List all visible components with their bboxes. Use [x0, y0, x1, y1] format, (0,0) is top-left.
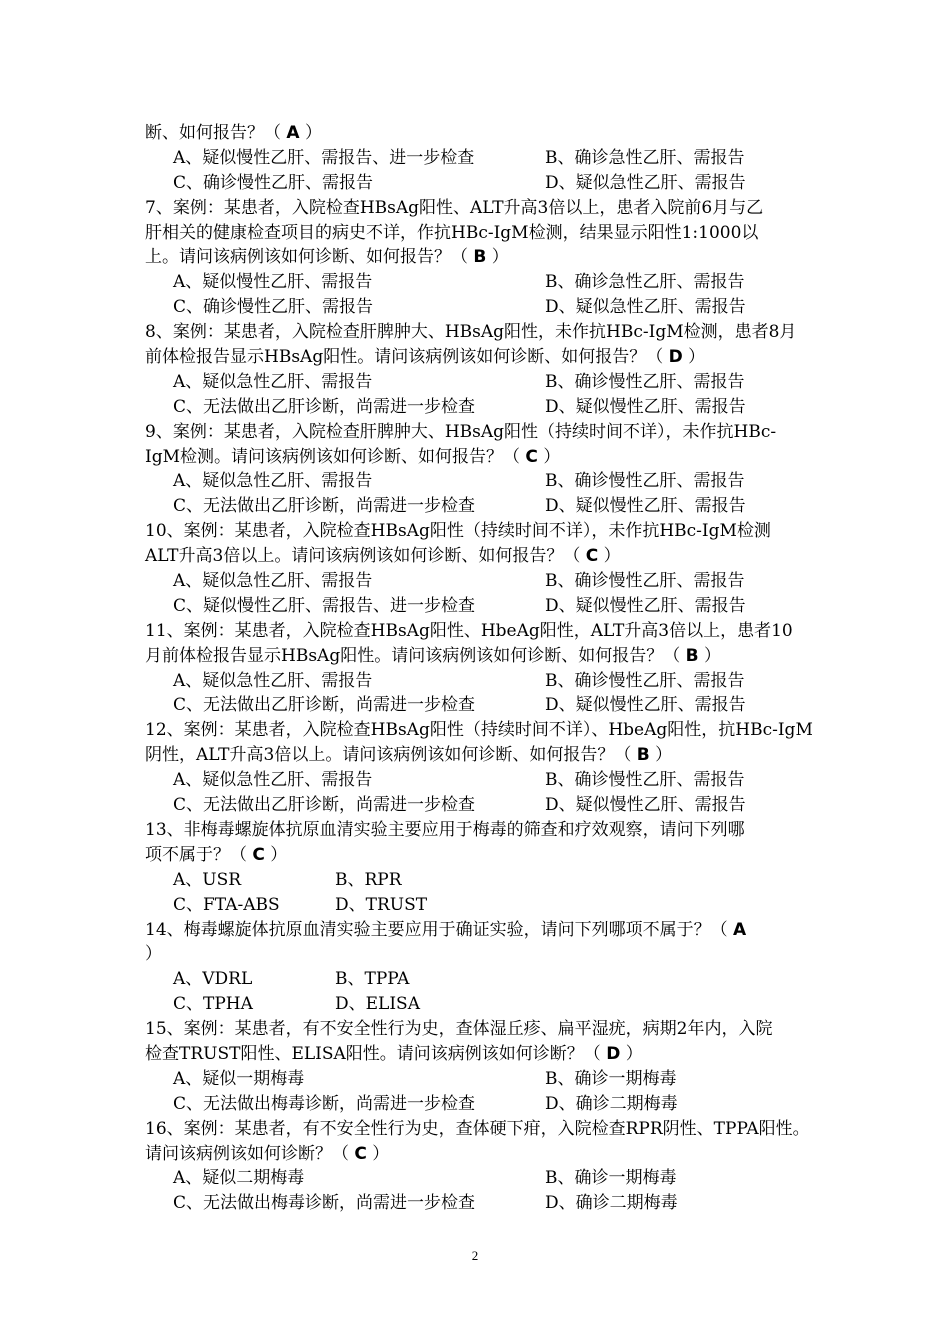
question-text: 检查TRUST阳性、ELISA阳性。请问该病例该如何诊断？（: [145, 1043, 601, 1064]
option-row: [145, 1166, 825, 1191]
question-text: 阴性，ALT升高3倍以上。请问该病例该如何诊断、如何报告？（: [145, 745, 632, 766]
option-right: D、确诊二期梅毒: [545, 1093, 678, 1114]
option-row: [145, 295, 825, 320]
option-right: B、确诊慢性乙肝、需报告: [545, 571, 745, 592]
question-text: 断、如何报告？（: [145, 123, 281, 143]
closing-paren: ）: [603, 546, 621, 567]
closing-paren: ）: [703, 645, 721, 666]
question-line: [145, 320, 825, 345]
option-right: B、TPPA: [335, 969, 410, 990]
question-line: [145, 1142, 825, 1167]
closing-paren: ）: [688, 347, 706, 368]
answer-key: B: [685, 645, 699, 666]
question-text: 13、非梅毒螺旋体抗原血清实验主要应用于梅毒的筛查和疗效观察，请问下列哪: [145, 819, 745, 840]
option-row: [145, 1092, 825, 1117]
option-right: D、疑似慢性乙肝、需报告: [545, 795, 746, 816]
question-text: 15、案例：某患者，有不安全性行为史，查体湿丘疹、扁平湿疣，病期2年内，入院: [145, 1019, 773, 1040]
option-left: A、疑似慢性乙肝、需报告: [173, 272, 373, 293]
answer-key: C: [525, 446, 538, 467]
option-left: C、无法做出乙肝诊断，尚需进一步检查: [173, 396, 476, 417]
question-line: [145, 743, 825, 768]
option-left: C、无法做出乙肝诊断，尚需进一步检查: [173, 795, 476, 816]
answer-key: B: [636, 745, 650, 766]
question-line: [145, 121, 825, 146]
option-right: D、疑似慢性乙肝、需报告: [545, 396, 746, 417]
option-row: [145, 893, 825, 918]
option-row: [145, 469, 825, 494]
option-right: D、TRUST: [335, 894, 428, 915]
option-right: B、确诊一期梅毒: [545, 1168, 677, 1189]
option-row: [145, 494, 825, 519]
answer-key: D: [668, 347, 683, 368]
question-line: [145, 1117, 825, 1142]
exam-question-list: [145, 121, 825, 1216]
question-line: [145, 818, 825, 843]
option-row: [145, 693, 825, 718]
option-row: [145, 370, 825, 395]
question-text: ）: [145, 944, 162, 965]
option-right: D、疑似慢性乙肝、需报告: [545, 595, 746, 616]
question-text: 11、案例：某患者，入院检查HBsAg阳性、HbeAg阳性，ALT升高3倍以上，患者10: [145, 620, 793, 641]
option-row: [145, 868, 825, 893]
question-text: 肝相关的健康检查项目的病史不详，作抗HBc-IgM检测，结果显示阳性1:1000以: [145, 222, 759, 243]
question-text: 14、梅毒螺旋体抗原血清实验主要应用于确证实验，请问下列哪项不属于？（: [145, 919, 728, 940]
option-left: C、无法做出乙肝诊断，尚需进一步检查: [173, 496, 476, 517]
option-row: [145, 594, 825, 619]
option-row: [145, 768, 825, 793]
question-text: 7、案例：某患者，入院检查HBsAg阳性、ALT升高3倍以上，患者入院前6月与乙: [145, 197, 764, 218]
question-text: 9、案例：某患者，入院检查肝脾肿大、HBsAg阳性（持续时间不详），未作抗HBc-: [145, 421, 777, 442]
closing-paren: ）: [543, 446, 561, 467]
question-text: 项不属于？（: [145, 844, 247, 865]
option-right: D、确诊二期梅毒: [545, 1193, 678, 1214]
question-line: [145, 843, 825, 868]
option-right: D、疑似慢性乙肝、需报告: [545, 496, 746, 517]
option-left: C、TPHA: [173, 994, 253, 1015]
option-left: C、确诊慢性乙肝、需报告: [173, 297, 374, 318]
answer-key: B: [473, 247, 487, 268]
question-text: 16、案例：某患者，有不安全性行为史，查体硬下疳，入院检查RPR阴性、TPPA阳性。: [145, 1118, 810, 1139]
question-text: ALT升高3倍以上。请问该病例该如何诊断、如何报告？（: [145, 546, 581, 567]
option-left: A、疑似慢性乙肝、需报告、进一步检查: [173, 147, 475, 168]
option-right: B、确诊慢性乙肝、需报告: [545, 670, 745, 691]
question-text: 10、案例：某患者，入院检查HBsAg阳性（持续时间不详），未作抗HBc-IgM检测: [145, 521, 771, 542]
option-row: [145, 146, 825, 171]
closing-paren: ）: [625, 1043, 643, 1064]
option-right: D、疑似急性乙肝、需报告: [545, 297, 746, 318]
option-right: B、确诊慢性乙肝、需报告: [545, 371, 745, 392]
question-line: [145, 942, 825, 967]
option-left: C、确诊慢性乙肝、需报告: [173, 172, 374, 193]
question-text: 8、案例：某患者，入院检查肝脾肿大、HBsAg阳性，未作抗HBc-IgM检测，患者8月: [145, 322, 797, 343]
option-left: C、FTA-ABS: [173, 894, 280, 915]
question-line: [145, 196, 825, 221]
answer-key: A: [733, 919, 747, 940]
option-left: A、疑似急性乙肝、需报告: [173, 770, 373, 791]
option-right: B、确诊一期梅毒: [545, 1068, 677, 1089]
question-line: [145, 345, 825, 370]
question-line: [145, 918, 825, 943]
option-right: B、确诊慢性乙肝、需报告: [545, 471, 745, 492]
question-line: [145, 221, 825, 246]
question-line: [145, 420, 825, 445]
option-left: A、疑似二期梅毒: [173, 1168, 305, 1189]
option-row: [145, 171, 825, 196]
option-left: A、疑似急性乙肝、需报告: [173, 670, 373, 691]
option-left: C、无法做出梅毒诊断，尚需进一步检查: [173, 1193, 476, 1214]
option-right: B、确诊急性乙肝、需报告: [545, 272, 745, 293]
answer-key: C: [354, 1143, 367, 1164]
option-left: C、无法做出乙肝诊断，尚需进一步检查: [173, 695, 476, 716]
answer-key: D: [606, 1043, 621, 1064]
answer-key: A: [286, 123, 300, 143]
option-row: [145, 793, 825, 818]
closing-paren: ）: [491, 247, 509, 268]
option-left: A、疑似急性乙肝、需报告: [173, 471, 373, 492]
question-line: [145, 1017, 825, 1042]
option-right: D、ELISA: [335, 994, 420, 1015]
option-right: B、RPR: [335, 869, 402, 890]
closing-paren: ）: [372, 1143, 390, 1164]
option-left: A、疑似急性乙肝、需报告: [173, 571, 373, 592]
question-line: [145, 544, 825, 569]
question-text: 请问该病例该如何诊断？（: [145, 1143, 349, 1164]
question-line: [145, 718, 825, 743]
option-right: B、确诊急性乙肝、需报告: [545, 147, 745, 168]
option-row: [145, 1067, 825, 1092]
closing-paren: ）: [270, 844, 288, 865]
option-left: A、USR: [173, 869, 242, 890]
question-text: 12、案例：某患者，入院检查HBsAg阳性（持续时间不详）、HbeAg阳性，抗HBc-IgM: [145, 720, 813, 741]
option-right: D、疑似急性乙肝、需报告: [545, 172, 746, 193]
answer-key: C: [585, 546, 599, 567]
answer-key: C: [252, 844, 265, 865]
question-line: [145, 245, 825, 270]
option-row: [145, 967, 825, 992]
page-number: 2: [471, 1248, 479, 1263]
option-row: [145, 992, 825, 1017]
option-row: [145, 270, 825, 295]
option-left: A、疑似急性乙肝、需报告: [173, 371, 373, 392]
question-text: IgM检测。请问该病例该如何诊断、如何报告？（: [145, 446, 521, 467]
option-left: A、疑似一期梅毒: [173, 1068, 305, 1089]
question-line: [145, 519, 825, 544]
question-line: [145, 445, 825, 470]
option-row: [145, 669, 825, 694]
question-text: 上。请问该病例该如何诊断、如何报告？（: [145, 247, 468, 268]
option-left: C、疑似慢性乙肝、需报告、进一步检查: [173, 595, 476, 616]
option-row: [145, 569, 825, 594]
closing-paren: ）: [655, 745, 673, 766]
question-text: 前体检报告显示HBsAg阳性。请问该病例该如何诊断、如何报告？（: [145, 347, 664, 368]
option-row: [145, 1191, 825, 1216]
option-left: A、VDRL: [173, 969, 253, 990]
question-line: [145, 619, 825, 644]
question-line: [145, 644, 825, 669]
question-text: 月前体检报告显示HBsAg阳性。请问该病例该如何诊断、如何报告？（: [145, 645, 681, 666]
option-right: D、疑似慢性乙肝、需报告: [545, 695, 746, 716]
option-right: B、确诊慢性乙肝、需报告: [545, 770, 745, 791]
question-line: [145, 1042, 825, 1067]
closing-paren: ）: [304, 123, 322, 143]
option-left: C、无法做出梅毒诊断，尚需进一步检查: [173, 1093, 476, 1114]
option-row: [145, 395, 825, 420]
